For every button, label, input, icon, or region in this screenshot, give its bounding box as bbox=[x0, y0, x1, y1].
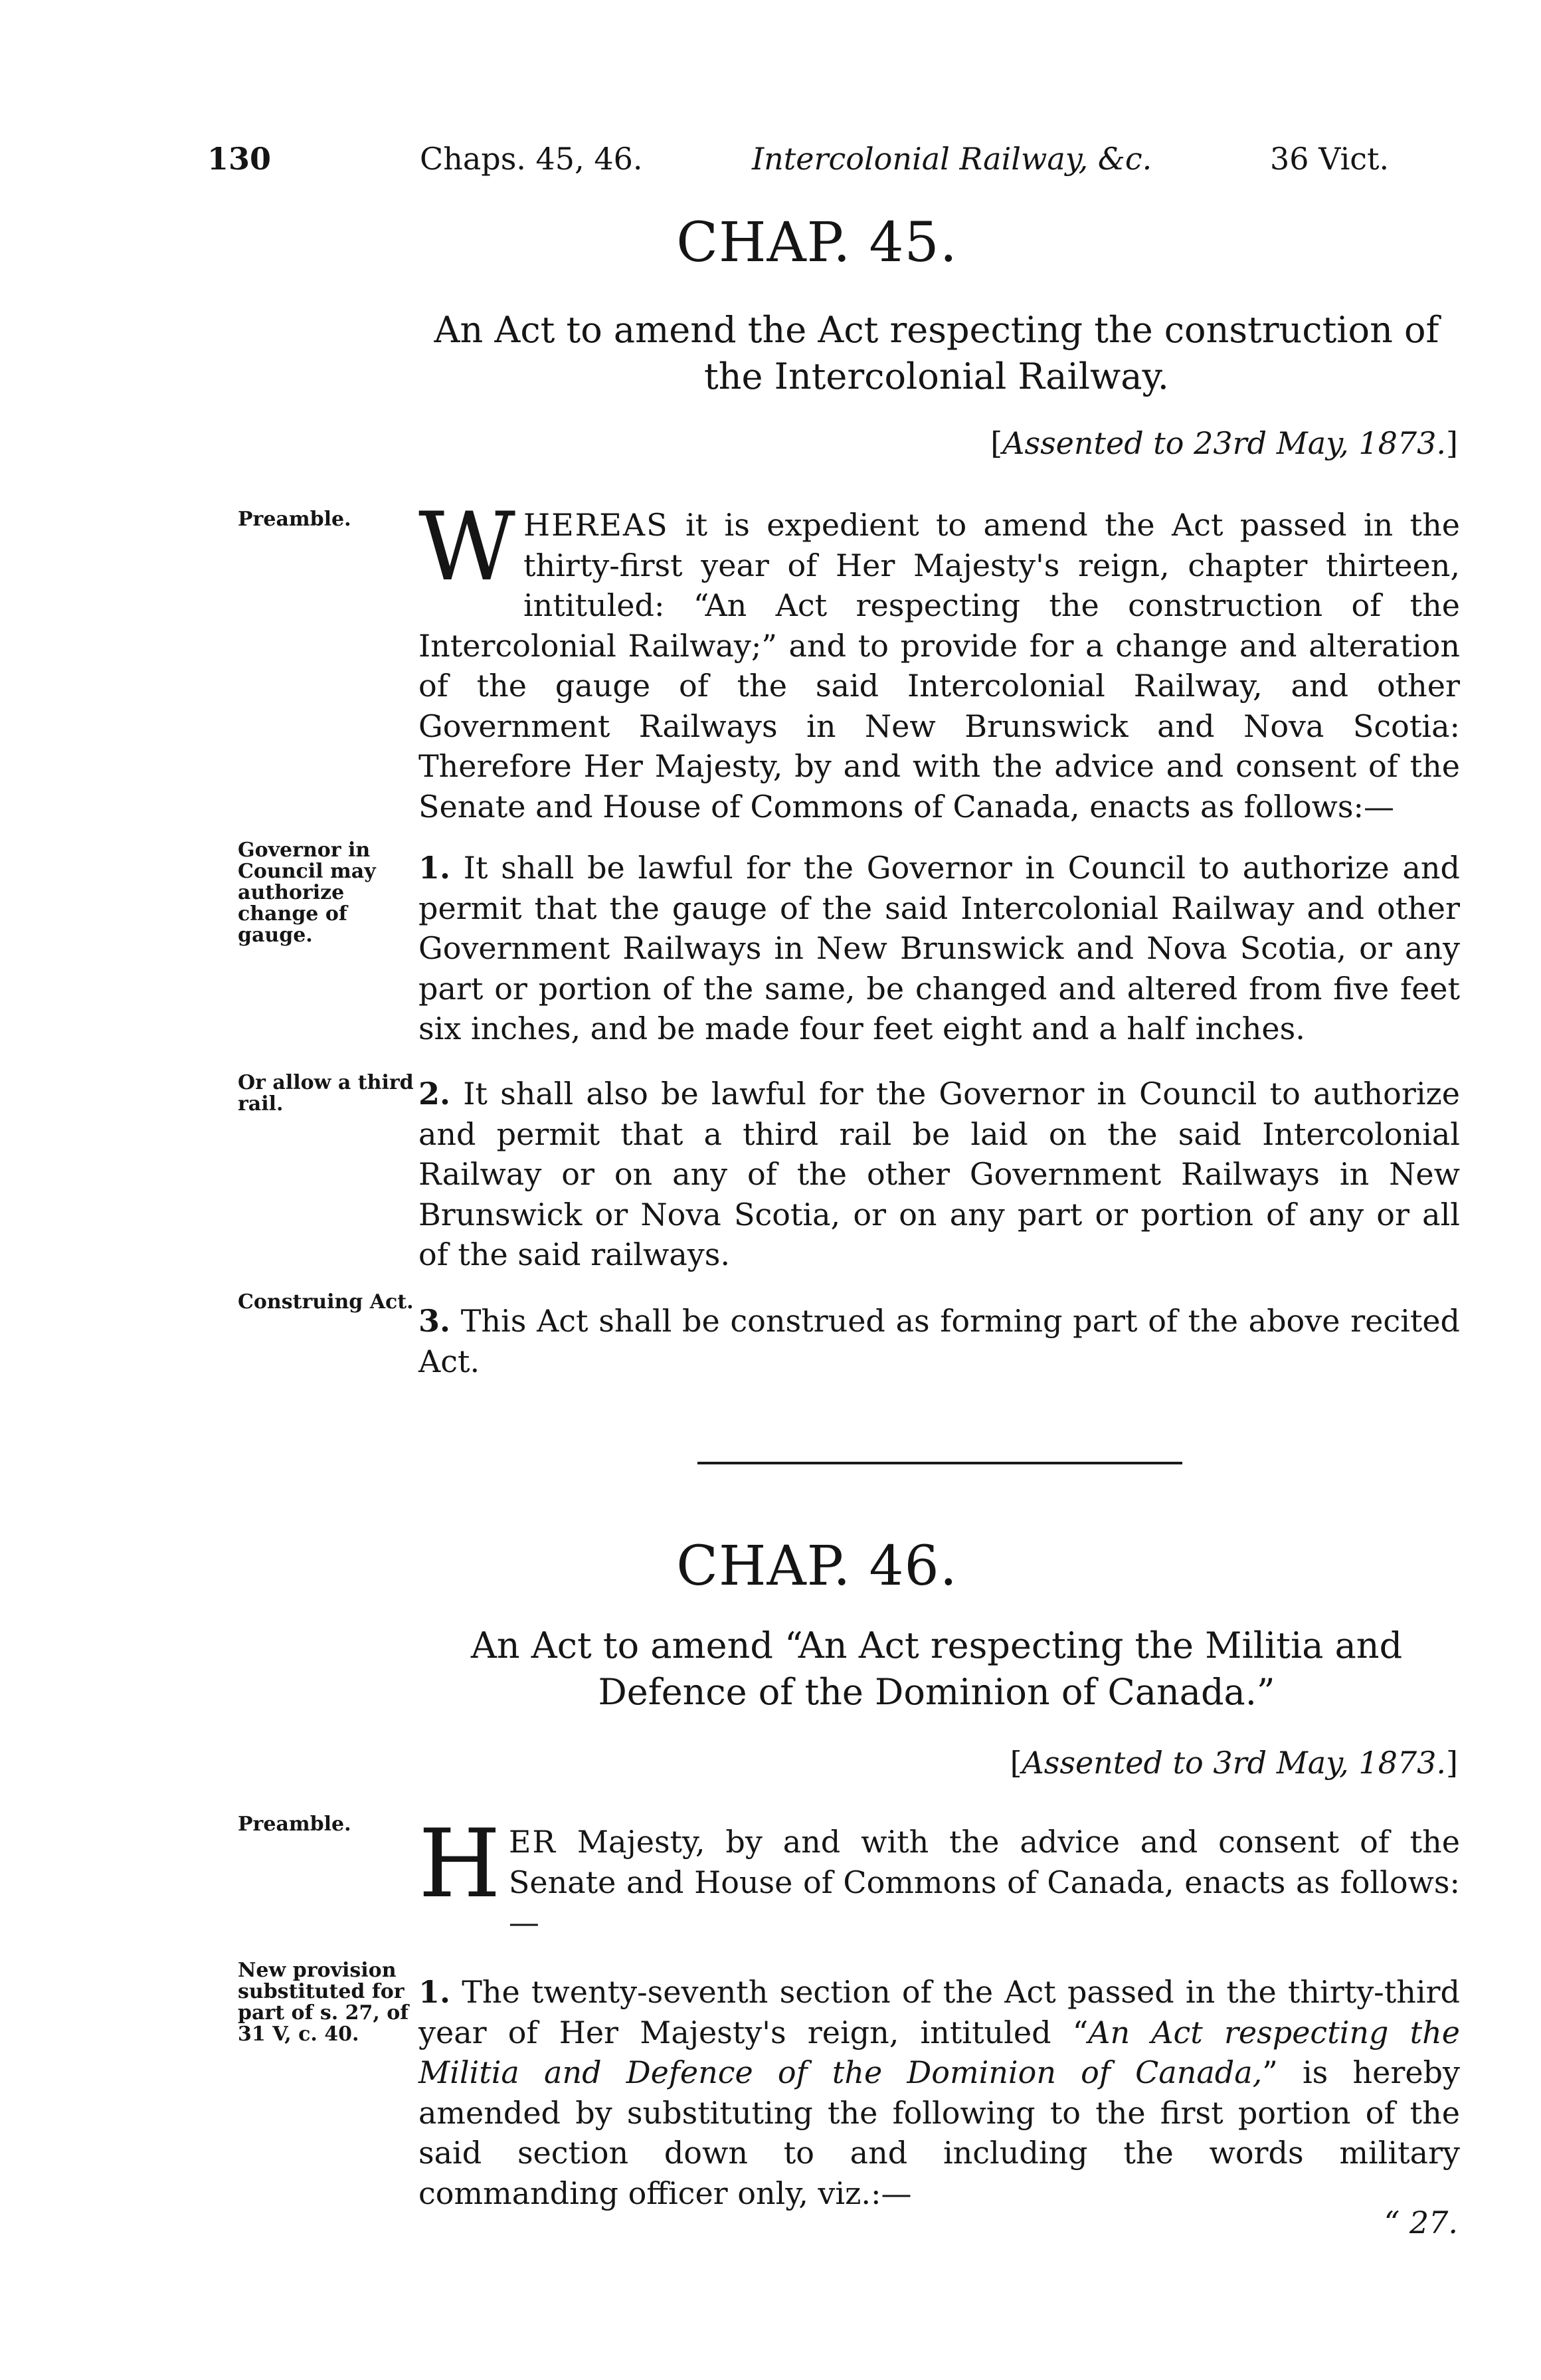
running-head-title: Intercolonial Railway, &c. bbox=[752, 141, 1152, 177]
section-number: 3. bbox=[418, 1303, 451, 1339]
chap46-s1-note: New provision substituted for part of s. 27, of 31 V, c. 40. bbox=[238, 1959, 409, 2046]
chap46-section-1 bbox=[418, 1972, 1460, 2213]
running-head-chapters: Chaps. 45, 46. bbox=[420, 141, 643, 177]
running-head-reign: 36 Vict. bbox=[1270, 141, 1390, 177]
chap45-s1-note: Governor in Council may authorize change of gauge. bbox=[238, 839, 376, 947]
chap46-assent: [Assented to 3rd May, 1873.] bbox=[1010, 1745, 1458, 1781]
chap46-preamble bbox=[418, 1809, 1460, 1943]
chap46-assent-text: Assented to 3rd May, 1873. bbox=[1022, 1745, 1447, 1781]
section-number: 1. bbox=[418, 1974, 451, 2010]
chap45-preamble bbox=[418, 492, 1460, 827]
chap45-preamble-note: Preamble. bbox=[238, 508, 351, 531]
chap45-section-2 bbox=[418, 1074, 1460, 1275]
section-text: This Act shall be construed as forming part of the above recited Act. bbox=[418, 1303, 1460, 1379]
section-text-a: The twenty-seventh section of the Act passed in the thirty-third year of Her Majesty's reign, intituled “ bbox=[418, 1974, 1460, 2050]
chap45-s2-note: Or allow a third rail. bbox=[238, 1071, 414, 1116]
section-cited-act: An Act respecting the Militia and Defence of the Dominion of Canada, bbox=[418, 2014, 1460, 2090]
section-text-b: ” is hereby amended by substituting the following to the first portion of the said section down to and including the words military commanding officer only, viz.:— bbox=[418, 2054, 1460, 2211]
chap46-preamble-first: ER bbox=[508, 1824, 557, 1860]
chap46-heading: CHAP. 46. bbox=[676, 1535, 958, 1598]
running-head bbox=[0, 141, 1541, 187]
chap45-s3-note: Construing Act. bbox=[238, 1290, 414, 1314]
continuation-mark: “ 27. bbox=[1384, 2205, 1458, 2240]
section-text: It shall be lawful for the Governor in Council to authorize and permit that the gauge of the said Intercolonial Railway and other Government Railways in New Brunswick and Nova Scotia, or any part or portion of the same, be changed and altered from five feet six inches, and be made four feet eight and a half inches. bbox=[418, 850, 1460, 1046]
chap45-preamble-text: it is expedient to amend the Act passed in the thirty-first year of Her Majesty's reign, chapter thirteen, intituled: “An Act respecting the construction of the Intercolonial Railway;” and to provide for a change and alteration of the gauge of the said Intercolonial Railway, and other Government Railways in New Brunswick and Nova Scotia: Therefore Her Majesty, by and with the advice and consent of the Senate and House of Commons of Canada, enacts as follows:— bbox=[418, 507, 1460, 825]
section-number: 1. bbox=[418, 850, 451, 886]
chap45-section-1 bbox=[418, 848, 1460, 1049]
chapter-divider bbox=[697, 1462, 1182, 1464]
section-number: 2. bbox=[418, 1076, 451, 1112]
chap45-heading: CHAP. 45. bbox=[676, 211, 958, 274]
chap45-preamble-first: HEREAS bbox=[523, 507, 669, 543]
chap46-title: An Act to amend “An Act respecting the Militia and Defence of the Dominion of Canada.” bbox=[470, 1625, 1403, 1713]
chap45-assent-text: Assented to 23rd May, 1873. bbox=[1002, 425, 1447, 461]
chap46-preamble-note: Preamble. bbox=[238, 1813, 351, 1836]
chap45-section-3 bbox=[418, 1301, 1460, 1381]
chap46-dropcap: H bbox=[418, 1809, 501, 1919]
page-number: 130 bbox=[207, 141, 272, 177]
chap46-preamble-text: Majesty, by and with the advice and consent of the Senate and House of Commons of Canada, enacts as follows:— bbox=[508, 1824, 1460, 1940]
chap45-title: An Act to amend the Act respecting the construction of the Intercolonial Railway. bbox=[434, 309, 1439, 397]
chap45-dropcap: W bbox=[418, 492, 515, 602]
chap45-assent: [Assented to 23rd May, 1873.] bbox=[990, 425, 1458, 461]
section-text: It shall also be lawful for the Governor in Council to authorize and permit that a third rail be laid on the said Intercolonial Railway or on any of the other Government Railways in New Brunswick or Nova Scotia, or on any part or portion of any or all of the said railways. bbox=[418, 1076, 1460, 1272]
